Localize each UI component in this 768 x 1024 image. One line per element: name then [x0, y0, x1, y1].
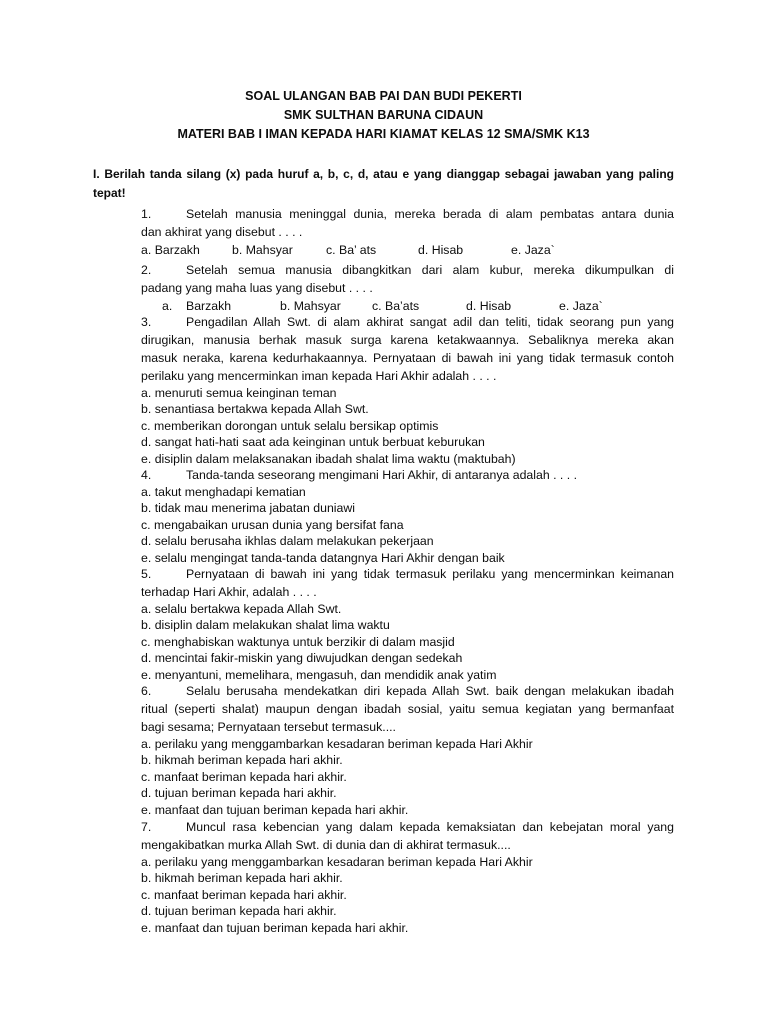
option-text: tujuan beriman kepada hari akhir.	[154, 786, 337, 801]
option-text: manfaat dan tujuan beriman kepada hari akhir.	[154, 920, 409, 935]
option-label: c.	[326, 243, 336, 257]
question-number: 4.	[141, 468, 152, 482]
instruction-line: I. Berilah tanda silang (x) pada huruf a, b, c, d, atau e yang dianggap sebagai jawaban yang paling	[93, 167, 674, 181]
option-d	[141, 434, 674, 450]
option-text: Mahsyar	[293, 299, 341, 313]
question-number: 3.	[141, 315, 152, 329]
option-a	[141, 241, 200, 259]
question-text: Setelah manusia meninggal dunia, mereka berada di alam pembatas antara dunia	[186, 207, 674, 221]
option-e	[141, 550, 674, 566]
option-a	[141, 736, 674, 752]
question-line: padang yang maha luas yang disebut . . . .	[141, 281, 373, 295]
option-c	[141, 634, 674, 650]
option-a	[141, 854, 674, 870]
option-label: d.	[141, 534, 152, 549]
document-header	[93, 87, 674, 144]
option-label: c.	[141, 887, 151, 902]
option-text: perilaku yang menggambarkan kesadaran beriman kepada Hari Akhir	[154, 737, 533, 751]
option-text: Jaza`	[572, 299, 603, 313]
option-label: a.	[141, 485, 152, 499]
question-6	[141, 682, 674, 818]
question-line	[141, 682, 674, 700]
option-text: tujuan beriman kepada hari akhir.	[154, 904, 337, 919]
option-text: Jaza`	[524, 243, 555, 257]
option-label: b.	[141, 402, 152, 417]
question-7	[141, 818, 674, 936]
option-text: Barzakh	[186, 299, 232, 313]
option-c	[141, 418, 674, 434]
option-label: c.	[141, 418, 151, 433]
option-label: c.	[372, 299, 382, 313]
option-label: a.	[141, 855, 152, 869]
option-label: e.	[141, 550, 152, 565]
option-text: disiplin dalam melaksanakan ibadah shalat lima waktu (maktubah)	[154, 451, 516, 466]
option-text: mencintai fakir-miskin yang diwujudkan dengan sedekah	[154, 651, 463, 666]
question-text: Muncul rasa kebencian yang dalam kepada kemaksiatan dan kebejatan moral yang	[186, 820, 674, 834]
option-e	[141, 802, 674, 818]
option-text: Mahsyar	[245, 243, 293, 257]
option-e	[141, 451, 674, 467]
option-text: hikmah beriman kepada hari akhir.	[154, 871, 343, 886]
question-line	[141, 313, 674, 331]
option-text: senantiasa bertakwa kepada Allah Swt.	[154, 402, 369, 417]
option-label: b.	[280, 299, 291, 313]
option-d	[141, 533, 674, 549]
option-text: manfaat dan tujuan beriman kepada hari akhir.	[154, 802, 409, 817]
question-number: 1.	[141, 207, 152, 221]
question-text: Tanda-tanda seseorang mengimani Hari Akhir, di antaranya adalah . . . .	[186, 468, 578, 482]
option-a	[141, 601, 674, 617]
option-b	[141, 752, 674, 768]
option-c	[141, 769, 674, 785]
question-line	[141, 565, 674, 583]
option-text: menghabiskan waktunya untuk berzikir di dalam masjid	[154, 634, 455, 649]
option-text: disiplin dalam melakukan shalat lima waktu	[154, 618, 390, 633]
instruction	[93, 165, 674, 203]
option-label: a.	[141, 737, 152, 751]
option-b	[141, 617, 674, 633]
option-label: d.	[418, 243, 429, 257]
option-label: a.	[141, 243, 152, 257]
question-line: dan akhirat yang disebut . . . .	[141, 225, 303, 239]
option-b	[232, 241, 293, 259]
document-title: SOAL ULANGAN BAB PAI DAN BUDI PEKERTI	[245, 89, 522, 103]
option-label: a.	[141, 386, 152, 400]
option-e	[141, 920, 674, 936]
option-text: hikmah beriman kepada hari akhir.	[154, 753, 343, 768]
question-line	[141, 466, 674, 484]
option-text: menyantuni, memelihara, mengasuh, dan mendidik anak yatim	[154, 667, 497, 682]
option-label: d.	[141, 651, 152, 666]
question-number: 7.	[141, 820, 152, 834]
question-text: Pengadilan Allah Swt. di alam akhirat sangat adil dan teliti, tidak seorang pun yang	[186, 315, 674, 329]
option-label: e.	[141, 802, 152, 817]
question-line: masuk neraka, karena kedurhakaannya. Pernyataan di bawah ini yang tidak termasuk contoh	[141, 351, 674, 365]
option-c	[141, 517, 674, 533]
option-label: c.	[141, 634, 151, 649]
option-label: e.	[511, 243, 522, 257]
question-text: Setelah semua manusia dibangkitkan dari alam kubur, mereka dikumpulkan di	[186, 263, 674, 277]
option-text: Ba’ats	[385, 299, 420, 313]
option-b	[141, 870, 674, 886]
question-line	[141, 205, 674, 223]
question-number: 2.	[141, 263, 152, 277]
option-label: b.	[141, 501, 152, 516]
option-text: Ba’ ats	[339, 243, 377, 257]
option-text: tidak mau menerima jabatan duniawi	[154, 501, 355, 516]
option-d	[418, 241, 463, 259]
option-c	[141, 887, 674, 903]
option-label: b.	[141, 618, 152, 633]
option-text: manfaat beriman kepada hari akhir.	[154, 769, 347, 784]
option-text: selalu mengingat tanda-tanda datangnya Hari Akhir dengan baik	[154, 550, 505, 565]
option-label: d.	[466, 299, 477, 313]
option-label: e.	[559, 299, 570, 313]
question-text: Selalu berusaha mendekatkan diri kepada Allah Swt. baik dengan melakukan ibadah	[186, 684, 674, 698]
question-number: 6.	[141, 684, 152, 698]
question-line: mengakibatkan murka Allah Swt. di dunia dan di akhirat termasuk....	[141, 838, 511, 852]
question-line: ritual (seperti shalat) maupun dengan ibadah sosial, yaitu semua kegiatan yang bermanfaat	[141, 702, 674, 716]
question-line: bagi sesama; Pernyataan tersebut termasuk....	[141, 720, 396, 734]
option-d	[141, 785, 674, 801]
question-text: Pernyataan di bawah ini yang tidak termasuk perilaku yang mencerminkan keimanan	[186, 567, 674, 581]
options-row	[141, 241, 674, 259]
option-text: Hisab	[431, 243, 464, 257]
option-text: perilaku yang menggambarkan kesadaran beriman kepada Hari Akhir	[154, 855, 533, 869]
option-d	[141, 903, 674, 919]
question-line	[141, 261, 674, 279]
option-label: d.	[141, 904, 152, 919]
question-2	[141, 261, 674, 315]
option-label: e.	[141, 451, 152, 466]
question-number: 5.	[141, 567, 152, 581]
option-e	[141, 667, 674, 683]
option-label: c.	[141, 769, 151, 784]
option-b	[141, 500, 674, 516]
option-label: e.	[141, 920, 152, 935]
option-e	[511, 241, 555, 259]
option-a	[141, 484, 674, 500]
option-text: selalu bertakwa kepada Allah Swt.	[154, 602, 342, 616]
question-line: terhadap Hari Akhir, adalah . . . .	[141, 585, 317, 599]
option-a	[141, 385, 674, 401]
option-text: takut menghadapi kematian	[154, 485, 306, 499]
question-line: dirugikan, manusia berhak masuk surga karena ketakwaannya. Sebaliknya mereka akan	[141, 333, 674, 347]
question-5	[141, 565, 674, 683]
question-line	[141, 818, 674, 836]
option-label: b.	[141, 753, 152, 768]
instruction-line: tepat!	[93, 186, 126, 200]
question-line: perilaku yang mencerminkan iman kepada Hari Akhir adalah . . . .	[141, 369, 497, 383]
option-text: manfaat beriman kepada hari akhir.	[154, 887, 347, 902]
option-label: b.	[141, 871, 152, 886]
option-label: a.	[141, 602, 152, 616]
option-text: selalu berusaha ikhlas dalam melakukan pekerjaan	[154, 534, 434, 549]
option-label: e.	[141, 667, 152, 682]
question-1	[141, 205, 674, 259]
option-label: b.	[232, 243, 243, 257]
option-text: Barzakh	[154, 243, 200, 257]
question-3	[141, 313, 674, 467]
option-text: menuruti semua keinginan teman	[154, 386, 337, 400]
option-text: memberikan dorongan untuk selalu bersikap optimis	[154, 418, 439, 433]
option-label: d.	[141, 786, 152, 801]
option-text: sangat hati-hati saat ada keinginan untuk berbuat keburukan	[154, 435, 485, 450]
school-name: SMK SULTHAN BARUNA CIDAUN	[283, 108, 484, 122]
option-text: mengabaikan urusan dunia yang bersifat fana	[154, 517, 404, 532]
question-4	[141, 466, 674, 566]
document-subtitle: MATERI BAB I IMAN KEPADA HARI KIAMAT KELAS 12 SMA/SMK K13	[177, 127, 590, 141]
option-label: c.	[141, 517, 151, 532]
option-label: d.	[141, 435, 152, 450]
option-d	[141, 650, 674, 666]
option-b	[141, 401, 674, 417]
option-c	[326, 241, 376, 259]
option-text: Hisab	[479, 299, 512, 313]
option-label: a.	[162, 299, 173, 313]
